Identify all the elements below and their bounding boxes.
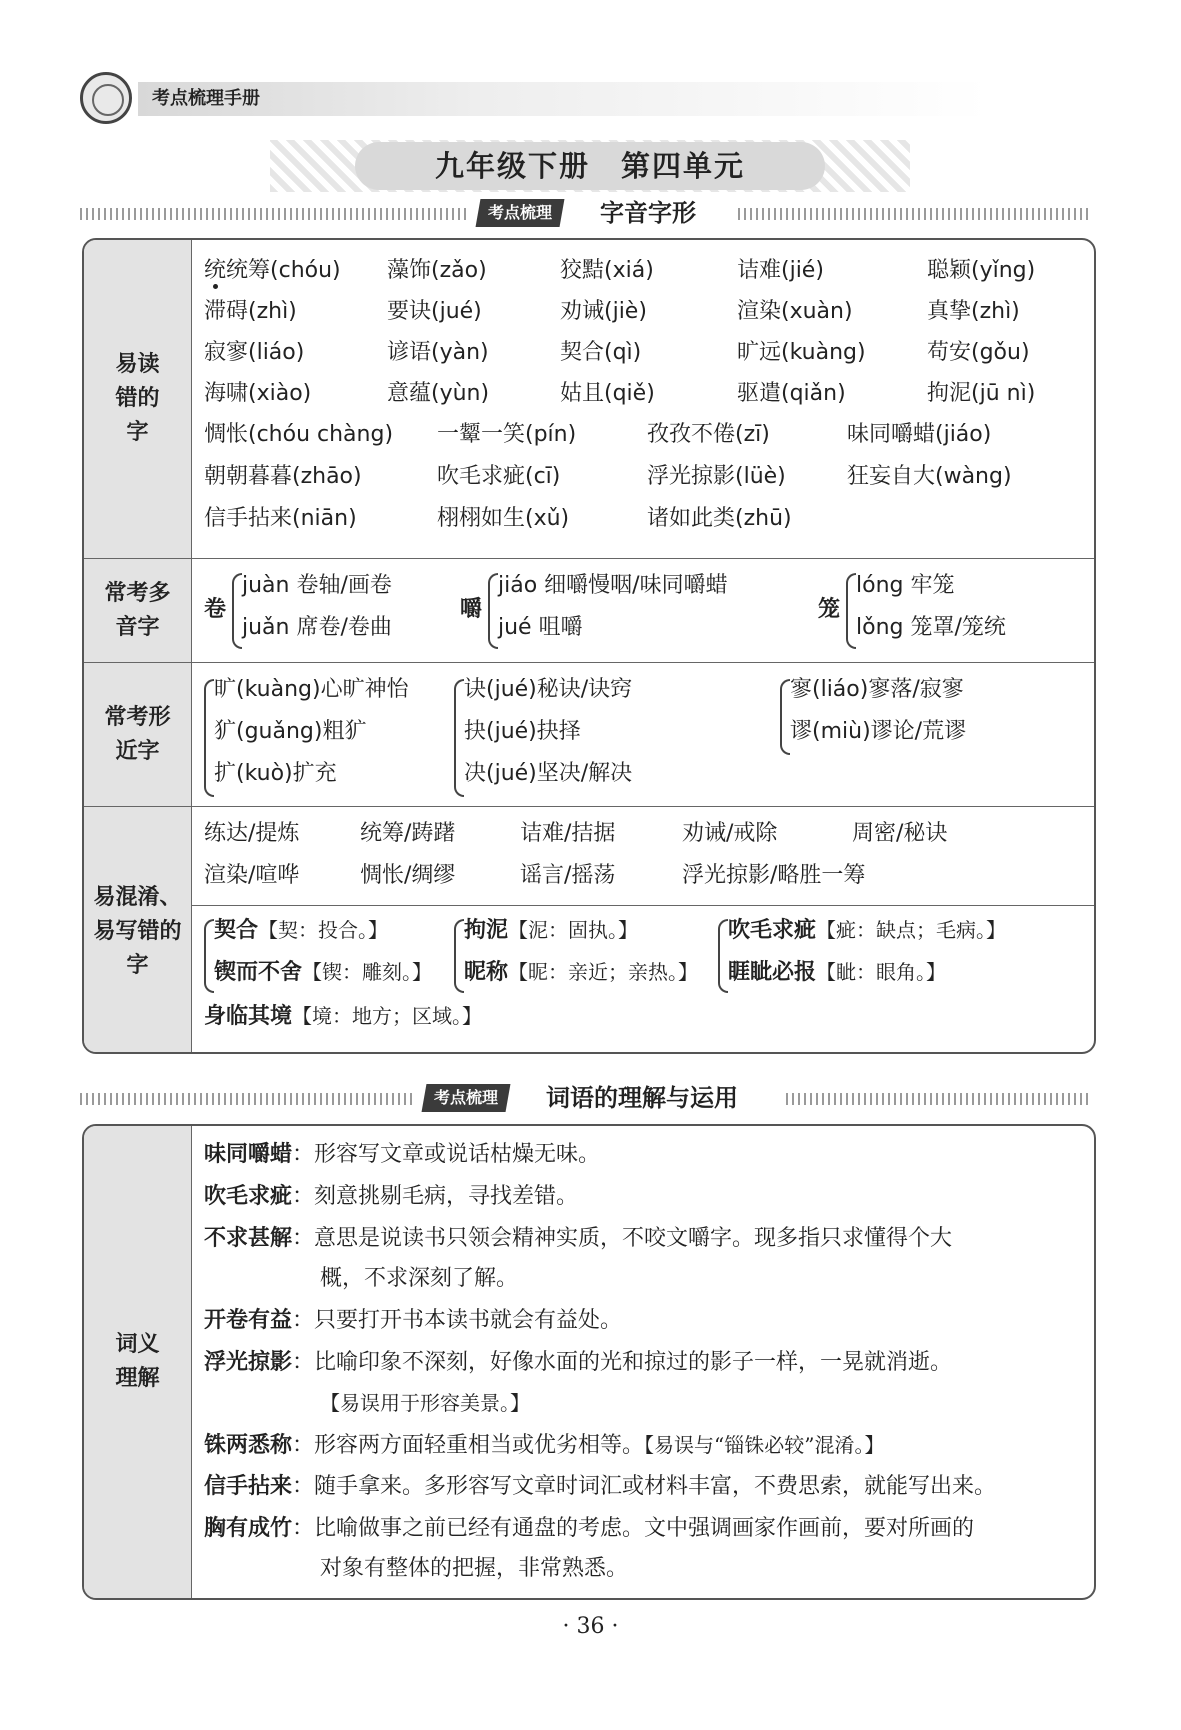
reading-item: 诸如此类(zhū) — [647, 506, 792, 531]
publisher-logo — [80, 72, 132, 124]
row-label: 常考多音字 — [84, 559, 192, 662]
reading-item: 狂妄自大(wàng) — [847, 464, 1012, 489]
section-tag: 考点梳理 — [422, 1084, 511, 1112]
similar-line: 谬(miù)谬论/荒谬 — [790, 719, 967, 744]
polyphone-line: jué 咀嚼 — [498, 615, 583, 640]
reading-item: 要诀(jué) — [387, 299, 482, 324]
brace — [846, 573, 856, 649]
confusing-pair: 惆怅/绸缪 — [360, 863, 456, 888]
pronunciation-table — [82, 238, 1096, 1054]
page-header — [80, 72, 1090, 124]
reading-item: 苟安(gǒu) — [927, 340, 1030, 365]
brace — [454, 919, 464, 993]
polyphone-char: 卷 — [204, 597, 227, 622]
reading-item: 意蕴(yùn) — [387, 381, 490, 406]
polyphone-line: juàn 卷轴/画卷 — [242, 573, 392, 598]
heading-rule — [80, 208, 470, 220]
note-item: 昵称【昵：亲近；亲热。】 — [464, 960, 699, 985]
readings-cell — [192, 240, 1094, 558]
vocab-entry-continued: 概，不求深刻了解。 — [320, 1266, 519, 1291]
reading-item: 狡黠(xiá) — [560, 258, 654, 283]
note-item: 拘泥【泥：固执。】 — [464, 918, 639, 943]
unit-title-band — [270, 140, 910, 192]
vocab-entry: 胸有成竹：比喻做事之前已经有通盘的考虑。文中强调画家作画前，要对所画的 — [204, 1516, 975, 1541]
vocab-entry: 不求甚解：意思是说读书只领会精神实质，不咬文嚼字。现多指只求懂得个大 — [204, 1226, 953, 1251]
similar-line: 抉(jué)抉择 — [464, 719, 581, 744]
confusing-pair: 诘难/拮据 — [520, 821, 616, 846]
vocab-entry: 信手拈来：随手拿来。多形容写文章时词汇或材料丰富，不费思索，就能写出来。 — [204, 1474, 997, 1499]
inner-divider — [192, 905, 1094, 906]
reading-item: 姑且(qiě) — [560, 381, 655, 406]
reading-item: 契合(qì) — [560, 340, 642, 365]
reading-item: 劝诫(jiè) — [560, 299, 647, 324]
heading-rule — [738, 208, 1090, 220]
reading-item: 谚语(yàn) — [387, 340, 489, 365]
section-tag: 考点梳理 — [476, 199, 565, 227]
unit-title: 九年级下册 第四单元 — [355, 142, 825, 190]
brace — [780, 679, 790, 755]
vocab-entry: 吹毛求疵：刻意挑剔毛病，寻找差错。 — [204, 1184, 579, 1209]
row-label: 常考形近字 — [84, 663, 192, 806]
row-meanings — [84, 1126, 1094, 1598]
reading-item: 栩栩如生(xǔ) — [437, 506, 570, 531]
confusing-pair: 练达/提炼 — [204, 821, 300, 846]
polyphones-cell — [192, 559, 1094, 662]
brace — [454, 679, 464, 797]
vocab-entry-continued: 对象有整体的把握，非常熟悉。 — [320, 1556, 629, 1581]
vocab-entry: 铢两悉称：形容两方面轻重相当或优劣相等。【易误与“锱铢必较”混淆。】 — [204, 1433, 885, 1458]
section-title: 词语的理解与运用 — [546, 1084, 738, 1112]
brace — [488, 573, 498, 649]
vocab-entry: 浮光掠影：比喻印象不深刻，好像水面的光和掠过的影子一样，一晃就消逝。 — [204, 1350, 953, 1375]
reading-item: 孜孜不倦(zī) — [647, 422, 770, 447]
reading-item: 藻饰(zǎo) — [387, 258, 487, 283]
note-item: 锲而不舍【锲：雕刻。】 — [214, 960, 433, 985]
reading-item: 浮光掠影(lüè) — [647, 464, 786, 489]
vocab-entry-continued: 【易误用于形容美景。】 — [320, 1391, 530, 1415]
reading-item: 一颦一笑(pín) — [437, 422, 577, 447]
similar-cell — [192, 663, 1094, 806]
reading-item: 朝朝暮暮(zhāo) — [204, 464, 362, 489]
reading-item: 驱遣(qiǎn) — [737, 381, 846, 406]
polyphone-line: lóng 牢笼 — [856, 573, 955, 598]
polyphone-line: lǒng 笼罩/笼统 — [856, 615, 1006, 640]
heading-rule — [786, 1093, 1090, 1105]
row-polyphones — [84, 558, 1094, 662]
confusing-pair: 统筹/踌躇 — [360, 821, 456, 846]
vocab-entry: 开卷有益：只要打开书本读书就会有益处。 — [204, 1308, 623, 1333]
similar-line: 决(jué)坚决/解决 — [464, 761, 633, 786]
reading-item: 拘泥(jū nì) — [927, 381, 1036, 406]
polyphone-char: 嚼 — [460, 597, 483, 622]
row-label: 易混淆、易写错的字 — [84, 807, 192, 1054]
reading-item: 惆怅(chóu chàng) — [204, 422, 394, 447]
brace — [718, 919, 728, 993]
note-item: 契合【契：投合。】 — [214, 918, 389, 943]
confusing-pair: 谣言/摇荡 — [520, 863, 616, 888]
brace — [204, 679, 214, 797]
reading-item: 海啸(xiào) — [204, 381, 312, 406]
row-readings — [84, 240, 1094, 558]
similar-line: 扩(kuò)扩充 — [214, 761, 337, 786]
reading-item: 聪颖(yǐng) — [927, 258, 1036, 283]
confusing-pair: 浮光掠影/略胜一筹 — [682, 863, 866, 888]
confusing-pair: 周密/秘诀 — [852, 821, 948, 846]
similar-line: 犷(guǎng)粗犷 — [214, 719, 367, 744]
polyphone-line: juǎn 席卷/卷曲 — [242, 615, 392, 640]
similar-line: 寥(liáo)寥落/寂寥 — [790, 677, 964, 702]
polyphone-line: jiáo 细嚼慢咽/味同嚼蜡 — [498, 573, 728, 598]
reading-item: 渲染(xuàn) — [737, 299, 853, 324]
confusing-cell — [192, 807, 1094, 1054]
row-confusing-chars — [84, 806, 1094, 1054]
handbook-title: 考点梳理手册 — [138, 82, 988, 116]
reading-item: 诘难(jié) — [737, 258, 824, 283]
similar-line: 诀(jué)秘诀/诀窍 — [464, 677, 633, 702]
row-label: 易读错的字 — [84, 240, 192, 558]
page-number: · 36 · — [562, 1614, 619, 1639]
vocab-entry: 味同嚼蜡：形容写文章或说话枯燥无味。 — [204, 1142, 601, 1167]
row-label: 词义理解 — [84, 1126, 192, 1598]
brace — [232, 573, 242, 649]
reading-item: 旷远(kuàng) — [737, 340, 866, 365]
note-item: 身临其境【境：地方；区域。】 — [204, 1004, 483, 1029]
similar-line: 旷(kuàng)心旷神怡 — [214, 677, 409, 702]
reading-item: 信手拈来(niān) — [204, 506, 357, 531]
polyphone-char: 笼 — [818, 597, 841, 622]
reading-item: 滞碍(zhì) — [204, 299, 297, 324]
brace — [204, 919, 214, 993]
confusing-pair: 劝诫/戒除 — [682, 821, 778, 846]
section-title: 字音字形 — [600, 199, 696, 227]
row-similar-chars — [84, 662, 1094, 806]
reading-item: 统统筹(chóu) — [204, 258, 341, 283]
confusing-pair: 渲染/喧哗 — [204, 863, 300, 888]
reading-item: 真挚(zhì) — [927, 299, 1020, 324]
heading-rule — [80, 1093, 416, 1105]
vocabulary-table — [82, 1124, 1096, 1600]
note-item: 睚眦必报【眦：眼角。】 — [728, 960, 947, 985]
reading-item: 吹毛求疵(cī) — [437, 464, 561, 489]
section-heading-1 — [80, 196, 1090, 230]
section-heading-2 — [80, 1081, 1090, 1115]
meanings-cell — [192, 1126, 1094, 1598]
reading-item: 味同嚼蜡(jiáo) — [847, 422, 992, 447]
note-item: 吹毛求疵【疵：缺点；毛病。】 — [728, 918, 1007, 943]
reading-item: 寂寥(liáo) — [204, 340, 305, 365]
